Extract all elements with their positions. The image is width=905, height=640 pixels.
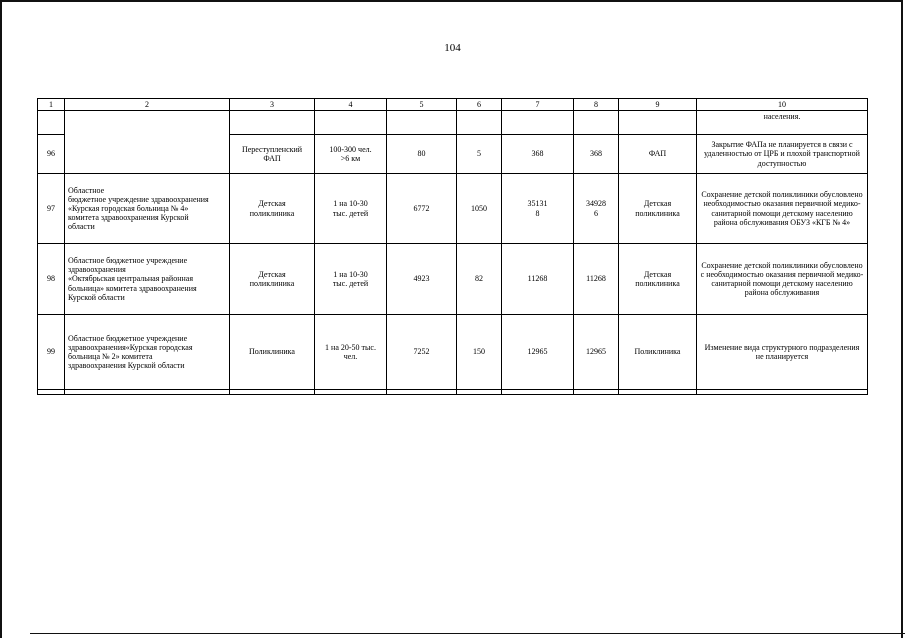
header-cell: 1 <box>38 99 65 111</box>
comment: Закрытие ФАПа не планируется в связи с удаленностью от ЦРБ и плохой транспортной доступностью <box>697 135 868 174</box>
capacity-norm: 1 на 10-30 тыс. детей <box>315 174 387 244</box>
header-cell: 7 <box>502 99 574 111</box>
table-cell <box>65 111 230 174</box>
organization-name: Областное бюджетное учреждение здравоохранения «Октябрьская центральная районная больница» комитета здравоохранения Курской области <box>65 244 230 315</box>
comment: Сохранение детской поликлиники обусловлено с необходимостью оказания первичной медико- санитарной помощи детскому населению района обслуживания <box>697 244 868 315</box>
header-cell: 3 <box>230 99 315 111</box>
value-col6: 1050 <box>457 174 502 244</box>
table-cell <box>38 111 65 135</box>
row-number: 96 <box>38 135 65 174</box>
row-number: 97 <box>38 174 65 244</box>
row-number: 98 <box>38 244 65 315</box>
value-col7: 12965 <box>502 315 574 390</box>
page-number: 104 <box>444 42 461 54</box>
facility-type: Поликлиника <box>230 315 315 390</box>
value-col8: 34928 6 <box>574 174 619 244</box>
table-cell <box>619 111 697 135</box>
value-col8: 11268 <box>574 244 619 315</box>
continuation-note: населения. <box>697 111 868 135</box>
value-col6: 82 <box>457 244 502 315</box>
planned-type: Детская поликлиника <box>619 244 697 315</box>
capacity-norm: 1 на 10-30 тыс. детей <box>315 244 387 315</box>
value-col6: 150 <box>457 315 502 390</box>
bottom-border-line <box>30 633 905 634</box>
table-header-row <box>38 99 868 111</box>
value-col5: 6772 <box>387 174 457 244</box>
value-col8: 368 <box>574 135 619 174</box>
capacity-norm: 100-300 чел. >6 км <box>315 135 387 174</box>
table-cell <box>315 111 387 135</box>
facility-type: Детская поликлиника <box>230 244 315 315</box>
header-cell: 4 <box>315 99 387 111</box>
header-cell: 6 <box>457 99 502 111</box>
value-col5: 7252 <box>387 315 457 390</box>
value-col5: 80 <box>387 135 457 174</box>
header-cell: 9 <box>619 99 697 111</box>
comment: Изменение вида структурного подразделения не планируется <box>697 315 868 390</box>
table-cell <box>502 111 574 135</box>
table-row <box>38 174 868 244</box>
value-col5: 4923 <box>387 244 457 315</box>
table-bottom-row <box>38 390 868 395</box>
value-col7: 368 <box>502 135 574 174</box>
table-cell <box>387 111 457 135</box>
comment: Сохранение детской поликлиники обусловлено необходимостью оказания первичной медико- санитарной помощи детскому населению района обслуживания ОБУЗ «КГБ № 4» <box>697 174 868 244</box>
organization-name: Областное бюджетное учреждение здравоохранения«Курская городская больница № 2» комитета здравоохранения Курской области <box>65 315 230 390</box>
table-cell <box>230 111 315 135</box>
planned-type: Детская поликлиника <box>619 174 697 244</box>
table-row <box>38 315 868 390</box>
table-row <box>38 244 868 315</box>
organization-name: Областное бюджетное учреждение здравоохранения «Курская городская больница № 4» комитета здравоохранения Курской области <box>65 174 230 244</box>
document-table <box>37 98 868 395</box>
value-col7: 35131 8 <box>502 174 574 244</box>
table-cell <box>574 111 619 135</box>
row-number: 99 <box>38 315 65 390</box>
capacity-norm: 1 на 20-50 тыс. чел. <box>315 315 387 390</box>
value-col8: 12965 <box>574 315 619 390</box>
table-cell <box>457 111 502 135</box>
header-cell: 10 <box>697 99 868 111</box>
value-col6: 5 <box>457 135 502 174</box>
continuation-row <box>38 111 868 135</box>
value-col7: 11268 <box>502 244 574 315</box>
header-cell: 5 <box>387 99 457 111</box>
planned-type: Поликлиника <box>619 315 697 390</box>
header-cell: 2 <box>65 99 230 111</box>
facility-type: Детская поликлиника <box>230 174 315 244</box>
facility-type: Переступленский ФАП <box>230 135 315 174</box>
planned-type: ФАП <box>619 135 697 174</box>
header-cell: 8 <box>574 99 619 111</box>
